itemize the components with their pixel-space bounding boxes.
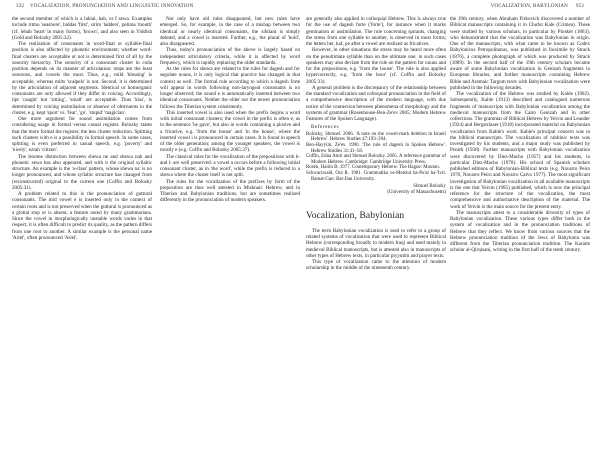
paragraph: A problem related to this is the pronunciation of guttural consonants. The mid vowel e is inserted only in the context of certain roots and is not preserved when the guttural is pronounced as a glottal stop or is absent, a feature noted by many grammarians. Since the vowel in morphologically unstable words varies in that respect, it is often difficult to predict its quality, as the pattern differs from one root to another. A similar example is the personal name 'Ariel', often pronounced 'Ariel'. [12,191,152,241]
paragraph: A general problem is the discrepancy of the relationship between the standard vocalization and colloquial pronunciation in the field of a comprehensive description of the modern language, with due notice of the connection between phenomena of morphology and the systems of grammar (Rosenhouse-Ben-Ze'ev 2005; Modern Hebrew Features of the Spoken Language). [306,84,446,122]
paragraph: This type of vocalization came to the attention of modern scholarship in the middle of the nineteenth century. [306,259,446,272]
paragraph: Thus, today's pronunciation of the above is largely based on independent articulatory criteria, while it is affected by word frequency, which is rapidly replacing the older standards. [160,47,300,66]
paragraph: The rules for the vocalization of the prefixes by form of the preposition are thus well attested in Mishnaic Hebrew, and in Tiberian and Babylonian traditions, but are sometimes realized differently in the pronunciation of modern speakers. [160,178,300,204]
author-name: Shmuel Bolozky [413,184,446,190]
references-heading: References [311,125,340,131]
reference-item: Rosén, Haiim B. 1977. Contemporary Hebrew. The Hague: Mouton. [306,165,440,171]
left-running-title: VOCALIZATION, PRONUNCIATION AND LINGUISTIC INNOVATION [30,4,194,9]
right-running-title: VOCALIZATION, BABYLONIAN [490,4,568,9]
author-affiliation: (University of Massachusetts) [387,189,446,195]
text-column-4 [450,16,590,254]
paragraph: One more argument for sound assimilation comes from considering usage in formal versus casual register. Bolozky states that the more formal the register, the less cluster reduction. Splitting such clusters with e is a possibility in formal speech. In some cases, splitting is even preferred in casual speech, e.g. 'poverty' and 'nicely', ezrah 'citizen'. [12,116,152,154]
paragraph: the 19th century, when Abraham Firkovich discovered a number of Biblical manuscripts containing it in Chufut Kale (Crimea). These were studied by various scholars, in particular by Pinsker (1863), who demonstrated that the vocalization was Babylonian in origin. One of the manuscripts, with what came to be known as Codex Babylonicus Petropolitanus, was published in facsimile by Strack (1876), a complete photograph of which was produced by Strack (1889). In the second half of the 19th century scholars became aware of some Babylonian vocalization in Genizah fragments in European libraries, and further manuscripts containing Hebrew Bible and Aramaic Targum texts with Babylonian vocalization were published in the following decades. [450,16,590,91]
text-column-2 [160,16,300,204]
paragraph: As the rules for shewa are related to the rules for dagesh and for segolate nouns, it is only logical that practice has changed in that context as well. The formal rule according to which a dagesh forte will appear in words following non-laryngeal consonants is no longer observed; the sound e is automatically inserted between two identical consonants. Neither the older nor the newer pronunciation follows the Tiberian system consistently. [160,66,300,110]
paragraph: The realization of consonants in word-final or syllable-final position is also affected by phonetic environment; whether word-final clusters are acceptable or not is determined first of all by the sonority hierarchy. The sonority of a consonant cluster in coda position depends on its manner of articulation: stops are the least sonorous, and vowels the most. Thus, e.g., mild 'blessing' is acceptable, whereas milts 'scalpels' is not. Second, it is determined by the articulation of adjacent segments. Identical or homorganic consonants are only allowed if they differ in voicing. Accordingly, tipt 'caught' but 'sitting', 'small' are acceptable. Thus 'kiss', is determined by voicing assimilation or absence of obstruents in the cluster, e.g. kept 'sport' vs. 'fear', 'go', 'stupid' 'magician'. [12,41,152,116]
reference-item: Bolozky, Shmuel. 2006. 'A note on the vowel-mark deletion in Israeli Hebrew'. Hebrew Studies 47:193–204. [306,131,446,143]
running-header [16,4,584,14]
references-section [306,125,446,182]
text-column-1 [12,16,152,241]
paragraph: The lexeme distinction between shewa ne and shewa nah and phonetic sewa has also appeared, and with it the original syllabic structure. An example is the 'a-class' pattern, whose shewa na' is no longer pronounced, and whose syllabic structure has changed from (reconstructed) original to the current one (Coffin and Bolozky 2005:31). [12,153,152,191]
paragraph: This inserted vowel is also used when the prefix begins a word with initial consonant clusters; the vowel in the prefix is often e, as in the sentence 'he gave', but also in words containing a plosive and a fricative, e.g. 'from the house' and 'in the house', where the inserted vowel i is pronounced in certain cases. It is found in speech of the older generation; among the younger speakers, the vowel is mostly e (e.g. Coffin and Bolozky 2005:37). [160,109,300,154]
reference-item: Ben-Hayyim, Ze'ev. 1990. 'The rule of dagesh in Spoken Hebrew'. Hebrew Studies 31:41–58. [306,143,446,154]
author-signature [306,184,446,196]
right-page-number: 953 [575,4,584,9]
paragraph: The classical rules for the vocalization of the prepositions with b- and l- are well preserved: a vowel a occurs before a following initial consonant cluster, as in 'the word', while the prefix is reduced to a shewa where the cluster itself is not split. [160,153,300,179]
paragraph: The term Babylonian vocalization is used to refer to a group of related systems of vocalization that were used to represent Biblical Hebrew (corresponding broadly to modern Iraq) and used mainly in medieval Biblical manuscripts, but is attested also in manuscripts of other types of Hebrew texts, in particular piyyutim and prayer texts. [306,227,446,259]
paragraph: the second member of which is a labial, hab, or f sewa. Examples include ritmo 'seashore', hiddas 'first', sirim 'ladders', pelima 'mouth' (cf. lebab 'heart' in many forms), 'brown', and also seen in Yiddish (Gold and Bolozky 2005:32). [12,16,152,41]
reference-item: Coffin, Edna Amir and Shmuel Bolozky. 2005. A reference grammar of Modern Hebrew. Cambridge: Cambridge University Press. [306,154,446,165]
text-column-3 [306,16,446,272]
paragraph: The vocalization of the Hebrew was studied by Kahle (1902). Subsequently, Kahle (1913) described and catalogued numerous fragments of manuscripts with Babylonian vocalization among the medieval manuscripts from the Cairo Genizah and in other collections. The grammar of Biblical Hebrew by Yeivin and Leander (1924) and Bergsträsser (1918) incorporated material on Babylonian vocalization from Kahle's work. Kahle's principal concern was in the biblical manuscripts. The vocalization of rabbinic texts was investigated by his students, and a major study was published by Porath (1938). Further manuscripts with Babylonian vocalization were discovered by Diez-Macho (1957) and his students, in particular Diez-Macho (1970). His school of Spanish scholars published editions of Babylonian-Biblical texts (e.g. Navarro Peiro 1976, Navarro Peiro and Navarro Calvo 1977). The most significant investigation of Babylonian vocalization in all available manuscripts is the one that Yeivin (1985) published, which is now the principal reference for the structure of the vocalization, the most comprehensive and authoritative description of the material. The work of Yeivin is the main source for the present entry. [450,91,590,210]
paragraph: are generally also applied in colloquial Hebrew. This is always true for the use of dagesh forte ('forte'), for instance when it marks gemination or assimilation. The rule concerning spirants, changing the stress from one syllable to another, is observed in most forms; the letters bet, kaf, pe after a vowel are realized as fricatives. [306,16,446,47]
left-page-number: 332 [16,4,25,9]
paragraph: However, in other situations the stress may be heard more often on the penultimate syllable than on the ultimate one; in such cases speakers may also deviate from the rule on the pattern for nouns and for the prepositions, e.g. 'from the house'. The rule is also applied hypercorrectly, e.g. 'from the hour' (cf. Coffin and Bolozky 2005:33). [306,47,446,85]
entry-title: Vocalization, Babylonian [306,210,405,221]
paragraph: The manuscripts attest to a considerable diversity of types of Babylonian vocalization. These various types differ both in the system of vocalization and in the pronunciation traditions of Hebrew that they reflect. We know from various sources that the Hebrew pronunciation tradition of the Jews of Babylonia was different from the Tiberian pronunciation tradition. The Karaite scholar al-Qirqisani, writing in the first half of the tenth century. [450,209,590,254]
reference-item: Schwarzwald, Ora R. 1981. Grammatika ve-Metsiut ba-Po'al ha-'Ivri. Ramat-Gan: Bar-Ilan University. [306,171,446,182]
paragraph: Not only have old rules disappeared, but new rules have emerged. So, for example, in the case of a mishap between two identical or nearly identical consonants, the sibilant is simply deleted, and a vowel is inserted. Further, e.g., the plural of 'hold', also disappeared. [160,16,300,47]
